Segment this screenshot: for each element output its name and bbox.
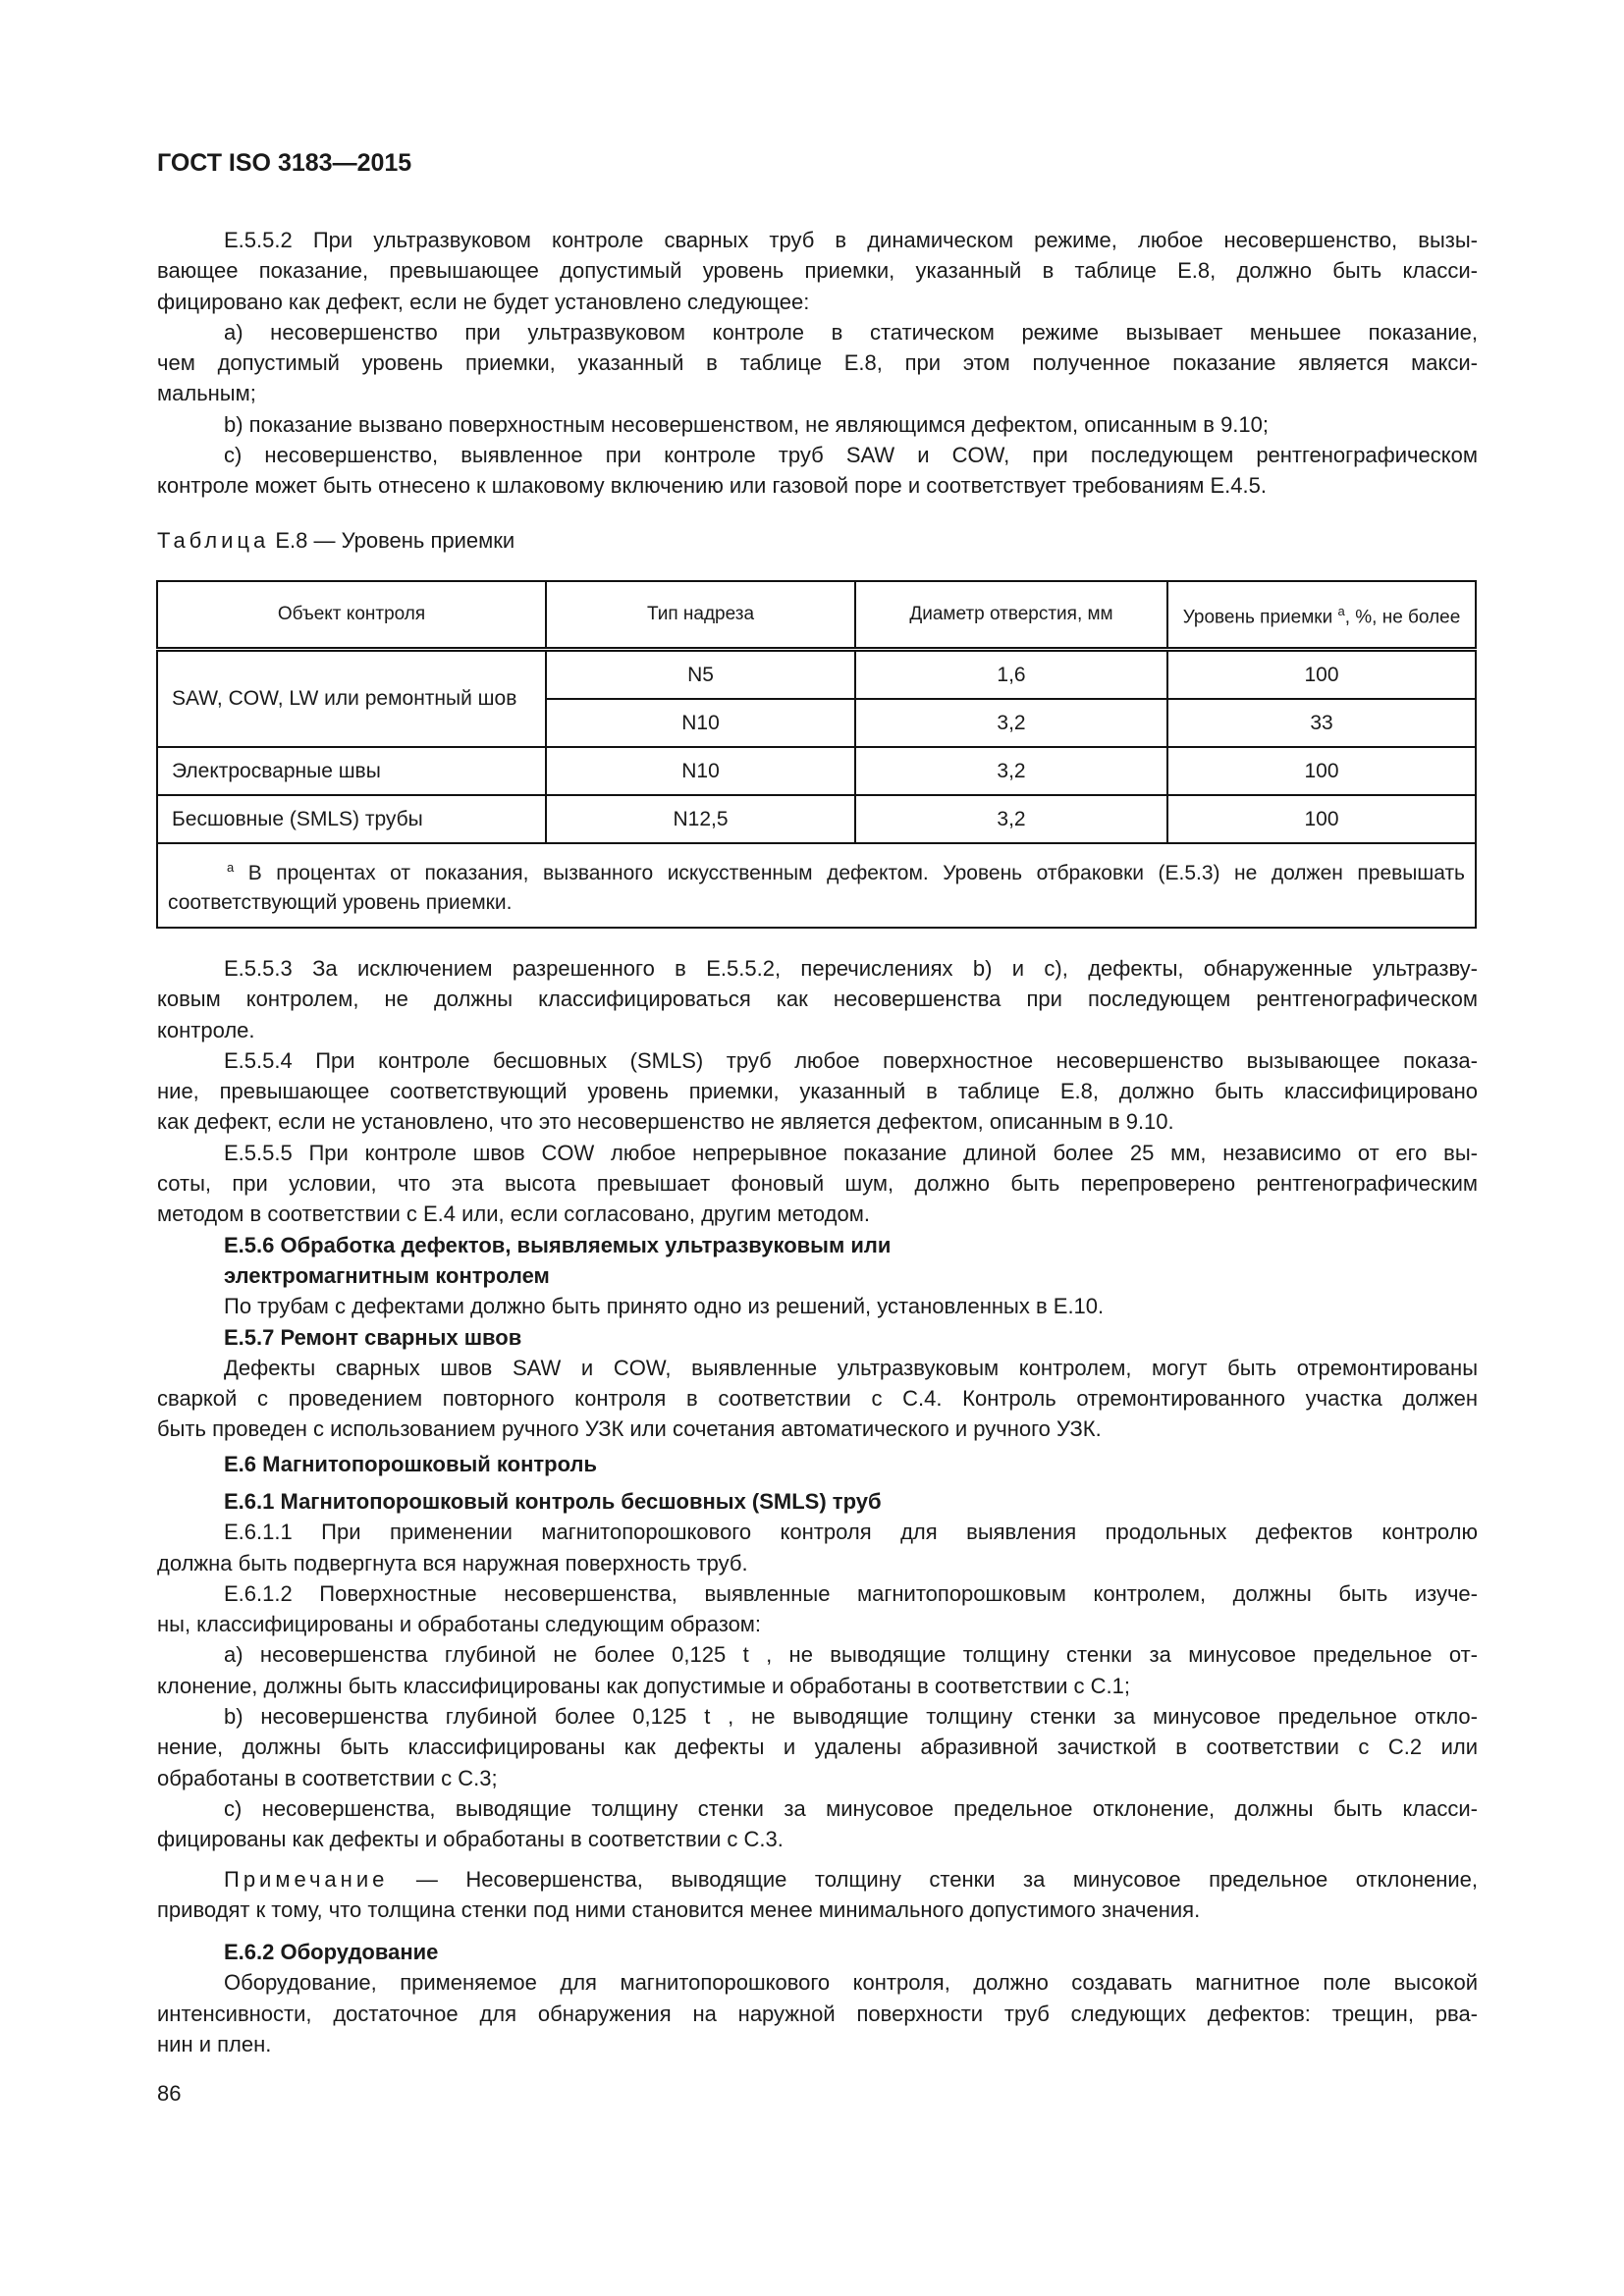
- section-e552: [157, 225, 1478, 502]
- column-header: Объект контроля: [157, 581, 546, 650]
- cell-level: 100: [1167, 747, 1476, 795]
- text-line: c) несовершенства, выводящие толщину стенки за минусовое предельное отклонение, должны быть класси-: [224, 1795, 1478, 1821]
- header-text: Уровень приемки: [1182, 607, 1338, 628]
- cell-level: 100: [1167, 795, 1476, 843]
- cell-notch: N10: [546, 747, 855, 795]
- text-line: Е.5.5.3 За исключением разрешенного в Е.5.5.2, перечислениях b) и c), дефекты, обнаруженные ультразву-: [224, 956, 1478, 981]
- cell-level: 100: [1167, 650, 1476, 700]
- text-line: контроле может быть отнесено к шлаковому включению или газовой поре и соответствует требованиям Е.4.5.: [157, 473, 1267, 499]
- cell-level: 33: [1167, 699, 1476, 747]
- table-caption-text: Е.8 — Уровень приемки: [269, 528, 515, 553]
- text-line: Дефекты сварных швов SAW и COW, выявленные ультразвуковым контролем, могут быть отремонтированы: [224, 1355, 1478, 1380]
- section-heading: Е.6 Магнитопорошковый контроль: [224, 1452, 597, 1476]
- text-line: фицировано как дефект, если не будет установлено следующее:: [157, 289, 810, 314]
- table-header-row: [157, 581, 1476, 650]
- table-row: [157, 747, 1476, 795]
- text-line: мальным;: [157, 381, 256, 406]
- section-heading: электромагнитным контролем: [224, 1262, 550, 1288]
- text-line: нение, должны быть классифицированы как дефекты и удалены абразивной зачисткой в соответствии с С.2 или: [157, 1735, 1478, 1760]
- section-heading: Е.6.2 Оборудование: [224, 1940, 439, 1964]
- section-e62: [157, 1937, 1478, 2059]
- text-line: Е.5.5.4 При контроле бесшовных (SMLS) труб любое поверхностное несовершенство вызывающее показа-: [224, 1047, 1478, 1073]
- cell-notch: N5: [546, 650, 855, 700]
- text-line: ковым контролем, не должны классифицироваться как несовершенства при последующем рентгенографическом: [157, 987, 1478, 1012]
- text-line: методом в соответствии с Е.4 или, если согласовано, другим методом.: [157, 1201, 870, 1227]
- note-block: [157, 1864, 1478, 1926]
- footnote-marker: a: [1337, 603, 1345, 618]
- table-footnote-row: [157, 843, 1476, 928]
- section-heading: Е.5.7 Ремонт сварных швов: [224, 1324, 522, 1350]
- text-line: вающее показание, превышающее допустимый уровень приемки, указанный в таблице Е.8, должно быть класси-: [157, 258, 1478, 284]
- text-line: Е.6.1.2 Поверхностные несовершенства, выявленные магнитопорошковым контролем, должны быть изуче-: [224, 1580, 1478, 1606]
- text-line: чем допустимый уровень приемки, указанный в таблице Е.8, при этом полученное показание является макси-: [157, 350, 1478, 376]
- text-line: c) несовершенство, выявленное при контроле труб SAW и COW, при последующем рентгенографическом: [224, 443, 1478, 468]
- cell-object: Бесшовные (SMLS) трубы: [157, 795, 546, 843]
- note-label: Примечание: [224, 1867, 389, 1892]
- section-e6-heading-block: [157, 1449, 1478, 1479]
- sections-e553-e557: [157, 953, 1478, 1445]
- text-line: как дефект, если не установлено, что это несовершенство не является дефектом, описанным в 9.10.: [157, 1109, 1174, 1135]
- text-line: По трубам с дефектами должно быть принято одно из решений, установленных в Е.10.: [224, 1294, 1105, 1319]
- text-line: сваркой с проведением повторного контроля в соответствии с С.4. Контроль отремонтированного участка должен: [157, 1386, 1478, 1412]
- text-line: Оборудование, применяемое для магнитопорошкового контроля, должно создавать магнитное поле высокой: [224, 1970, 1478, 1996]
- text-line: Е.5.5.2 При ультразвуковом контроле сварных труб в динамическом режиме, любое несовершенство, вызы-: [224, 228, 1478, 252]
- column-header: Тип надреза: [546, 581, 855, 650]
- cell-object: SAW, COW, LW или ремонтный шов: [157, 650, 546, 748]
- note-line: приводят к тому, что толщина стенки под ними становится менее минимального допустимого значения.: [157, 1897, 1201, 1923]
- table-caption: [157, 528, 514, 554]
- table-row: [157, 795, 1476, 843]
- cell-object: Электросварные швы: [157, 747, 546, 795]
- text-line: контроле.: [157, 1017, 255, 1042]
- text-line: фицированы как дефекты и обработаны в соответствии с С.3.: [157, 1827, 784, 1852]
- section-heading: Е.5.6 Обработка дефектов, выявляемых ультразвуковым или: [224, 1232, 892, 1257]
- page-number: 86: [157, 2081, 182, 2106]
- column-header: [1167, 581, 1476, 650]
- table-footnote: [157, 843, 1476, 928]
- note-text: — Несовершенства, выводящие толщину стенки за минусовое предельное отклонение,: [388, 1867, 1478, 1892]
- text-line: b) показание вызвано поверхностным несовершенством, не являющимся дефектом, описанным в 9.10;: [224, 411, 1270, 437]
- text-line: Е.6.1.1 При применении магнитопорошкового контроля для выявления продольных дефектов контролю: [224, 1520, 1478, 1545]
- text-line: ние, превышающее соответствующий уровень приемки, указанный в таблице Е.8, должно быть классифицировано: [157, 1079, 1478, 1104]
- document-header: ГОСТ ISO 3183—2015: [157, 149, 412, 177]
- note-line: [157, 1864, 1478, 1895]
- footnote-marker: a: [227, 860, 235, 875]
- cell-diameter: 3,2: [855, 747, 1167, 795]
- text-line: интенсивности, достаточное для обнаружения на наружной поверхности труб следующих дефектов: трещин, рва-: [157, 2001, 1478, 2026]
- footnote-text: В процентах от показания, вызванного искусственным дефектом. Уровень отбраковки (Е.5.3) не должен превышать соответствующий уровень приемки.: [168, 862, 1465, 914]
- cell-diameter: 3,2: [855, 699, 1167, 747]
- cell-notch: N10: [546, 699, 855, 747]
- text-line: a) несовершенства глубиной не более 0,125 t , не выводящие толщину стенки за минусовое предельное от-: [224, 1642, 1478, 1668]
- cell-diameter: 3,2: [855, 795, 1167, 843]
- text-line: обработаны в соответствии с С.3;: [157, 1765, 498, 1790]
- table-caption-label: Таблица: [157, 528, 270, 553]
- cell-notch: N12,5: [546, 795, 855, 843]
- text-line: нин и плен.: [157, 2031, 272, 2056]
- text-line: b) несовершенства глубиной более 0,125 t , не выводящие толщину стенки за минусовое предельное откло-: [224, 1704, 1478, 1730]
- text-line: быть проведен с использованием ручного УЗК или сочетания автоматического и ручного УЗК.: [157, 1416, 1102, 1442]
- text-line: соты, при условии, что эта высота превышает фоновый шум, должно быть перепроверено рентгенографическим: [157, 1171, 1478, 1197]
- section-heading: Е.6.1 Магнитопорошковый контроль бесшовных (SMLS) труб: [224, 1489, 882, 1514]
- section-e61: [157, 1486, 1478, 1855]
- text-line: ны, классифицированы и обработаны следующим образом:: [157, 1612, 762, 1637]
- column-header: Диаметр отверстия, мм: [855, 581, 1167, 650]
- text-line: a) несовершенство при ультразвуковом контроле в статическом режиме вызывает меньшее показание,: [224, 319, 1478, 345]
- header-text: , %, не более: [1344, 607, 1461, 628]
- cell-diameter: 1,6: [855, 650, 1167, 700]
- text-line: клонение, должны быть классифицированы как допустимые и обработаны в соответствии с С.1;: [157, 1673, 1130, 1698]
- table-row: [157, 650, 1476, 700]
- acceptance-level-table: [156, 580, 1477, 929]
- text-line: должна быть подвергнута вся наружная поверхность труб.: [157, 1550, 748, 1575]
- text-line: Е.5.5.5 При контроле швов COW любое непрерывное показание длиной более 25 мм, независимо от его вы-: [224, 1140, 1478, 1165]
